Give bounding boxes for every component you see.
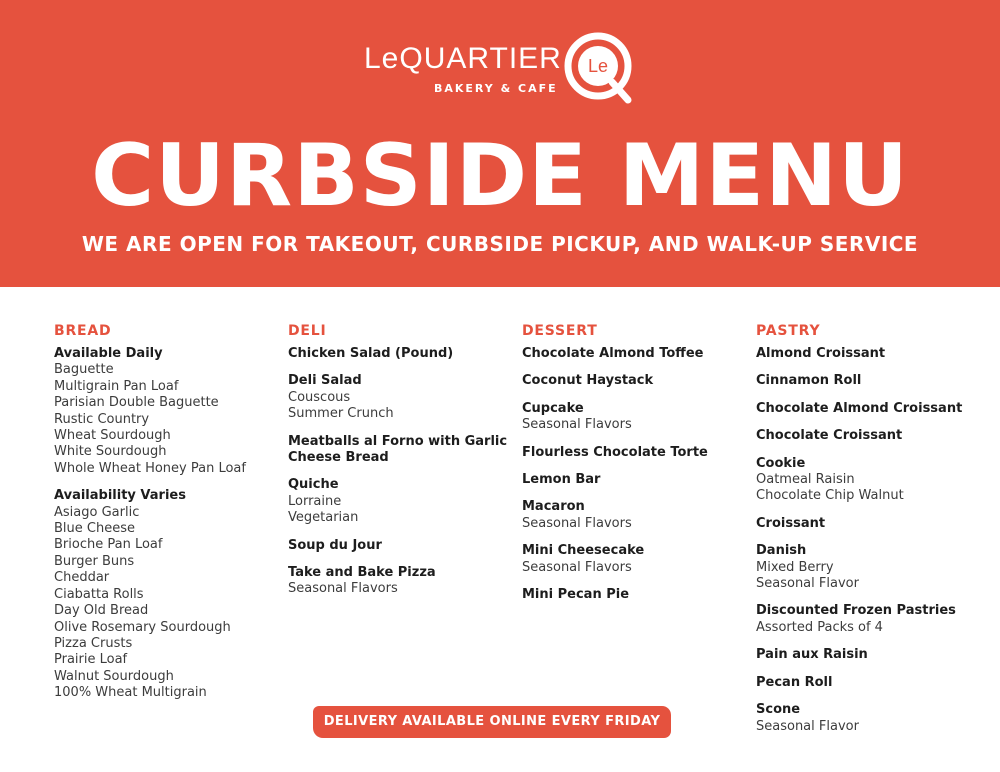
menu-item-variant: Seasonal Flavors <box>522 515 632 531</box>
menu-item <box>54 346 279 477</box>
menu-item-name: Meatballs al Forno with Garlic Cheese Bread <box>288 433 508 466</box>
header-banner <box>0 0 1000 287</box>
delivery-banner[interactable]: DELIVERY AVAILABLE ONLINE EVERY FRIDAY <box>313 706 671 738</box>
menu-item-variant: Vegetarian <box>288 510 359 526</box>
menu-item-name: Pain aux Raisin <box>756 647 868 663</box>
page-subtitle: WE ARE OPEN FOR TAKEOUT, CURBSIDE PICKUP, AND WALK-UP SERVICE <box>81 232 919 256</box>
menu-column-deli <box>288 322 513 609</box>
menu-item <box>756 401 981 417</box>
menu-item-name: Macaron <box>522 499 585 515</box>
menu-item <box>522 373 747 389</box>
column-heading: DELI <box>288 323 327 339</box>
menu-item-name: Mini Pecan Pie <box>522 587 630 603</box>
menu-item <box>522 587 747 603</box>
menu-item-name: Cookie <box>756 455 806 471</box>
menu-item <box>522 499 747 532</box>
menu-column-dessert <box>522 322 747 614</box>
menu-item-name: Flourless Chocolate Torte <box>522 444 708 460</box>
menu-item-variant: 100% Wheat Multigrain <box>54 685 207 701</box>
menu-item-variant: Brioche Pan Loaf <box>54 537 163 553</box>
menu-item-name: Quiche <box>288 477 339 493</box>
menu-item-variant: Blue Cheese <box>54 521 135 537</box>
menu-item-variant: Chocolate Chip Walnut <box>756 488 904 504</box>
menu-item <box>756 675 981 691</box>
menu-item <box>288 477 513 526</box>
brand-logo[interactable] <box>364 30 639 105</box>
menu-item <box>756 456 981 505</box>
menu-item-name: Coconut Haystack <box>522 373 654 389</box>
menu-item-variant: Oatmeal Raisin <box>756 472 855 488</box>
menu-item <box>54 488 279 701</box>
menu-item-variant: Prairie Loaf <box>54 652 128 668</box>
le-q-circle-logo-icon <box>562 30 636 104</box>
menu-item <box>756 516 981 532</box>
menu-item-name: Cinnamon Roll <box>756 373 862 389</box>
menu-item <box>522 472 747 488</box>
column-heading: BREAD <box>54 323 112 339</box>
column-heading: DESSERT <box>522 323 598 339</box>
menu-item-variant: Pizza Crusts <box>54 635 133 651</box>
menu-item-variant: Walnut Sourdough <box>54 668 174 684</box>
menu-item-name: Chocolate Croissant <box>756 428 903 444</box>
menu-item-name: Scone <box>756 702 801 718</box>
menu-item-variant: Lorraine <box>288 493 342 509</box>
menu-item-name: Lemon Bar <box>522 472 601 488</box>
menu-item-variant: White Sourdough <box>54 444 167 460</box>
menu-item-variant: Whole Wheat Honey Pan Loaf <box>54 460 246 476</box>
menu-item-name: Chicken Salad (Pound) <box>288 346 454 361</box>
menu-item-variant: Rustic Country <box>54 411 150 427</box>
menu-item-variant: Cheddar <box>54 570 110 586</box>
menu-item-name: Availability Varies <box>54 488 186 504</box>
menu-item-name: Take and Bake Pizza <box>288 565 436 581</box>
menu-item <box>756 428 981 444</box>
brand-tagline: BAKERY & CAFE <box>434 82 558 95</box>
menu-item-name: Croissant <box>756 515 826 531</box>
menu-item-variant: Olive Rosemary Sourdough <box>54 619 231 635</box>
menu-item <box>288 346 513 362</box>
menu-item <box>288 565 513 598</box>
menu-item-name: Mini Cheesecake <box>522 543 645 559</box>
menu-item <box>756 543 981 592</box>
menu-item-variant: Asiago Garlic <box>54 504 140 520</box>
page-title: CURBSIDE MENU <box>91 126 909 226</box>
menu-item-variant: Parisian Double Baguette <box>54 395 219 411</box>
menu-item-variant: Seasonal Flavor <box>756 718 859 734</box>
menu-item <box>288 434 513 467</box>
menu-item-variant: Assorted Packs of 4 <box>756 619 883 635</box>
menu-item-variant: Mixed Berry <box>756 559 834 575</box>
menu-column-bread <box>54 322 279 713</box>
menu-item <box>522 445 747 461</box>
svg-text:Le: Le <box>587 56 609 76</box>
menu-item <box>522 401 747 434</box>
column-heading: PASTRY <box>756 323 821 339</box>
brand-name: LeQUARTIER <box>364 42 562 75</box>
menu-item <box>522 346 747 362</box>
menu-item <box>756 647 981 663</box>
menu-item-name: Chocolate Almond Croissant <box>756 400 963 416</box>
menu-item-name: Almond Croissant <box>756 346 886 361</box>
menu-item <box>756 702 981 735</box>
menu-item-variant: Baguette <box>54 362 114 378</box>
menu-item <box>288 538 513 554</box>
menu-item-name: Cupcake <box>522 400 584 416</box>
menu-item-variant: Burger Buns <box>54 553 135 569</box>
menu-item-variant: Seasonal Flavors <box>522 559 632 575</box>
menu-item-variant: Day Old Bread <box>54 603 149 619</box>
menu-item-variant: Summer Crunch <box>288 406 394 422</box>
menu-item-variant: Multigrain Pan Loaf <box>54 378 179 394</box>
menu-item-variant: Ciabatta Rolls <box>54 586 144 602</box>
menu-item-variant: Seasonal Flavors <box>288 581 398 597</box>
menu-item-name: Pecan Roll <box>756 674 833 690</box>
menu-item-name: Chocolate Almond Toffee <box>522 346 704 361</box>
menu-item-name: Danish <box>756 543 807 559</box>
menu-item-variant: Wheat Sourdough <box>54 428 171 444</box>
menu-item-name: Deli Salad <box>288 373 362 389</box>
menu-item-name: Discounted Frozen Pastries <box>756 603 956 619</box>
menu-item-variant: Seasonal Flavor <box>756 576 859 592</box>
menu-item-name: Soup du Jour <box>288 537 382 553</box>
menu-item <box>522 543 747 576</box>
menu-column-pastry <box>756 322 981 746</box>
menu-item <box>756 346 981 362</box>
menu-item-variant: Seasonal Flavors <box>522 417 632 433</box>
menu-item <box>756 373 981 389</box>
menu-item <box>756 603 981 636</box>
menu-item <box>288 373 513 422</box>
menu-item-variant: Couscous <box>288 389 351 405</box>
menu-item-name: Available Daily <box>54 346 163 361</box>
